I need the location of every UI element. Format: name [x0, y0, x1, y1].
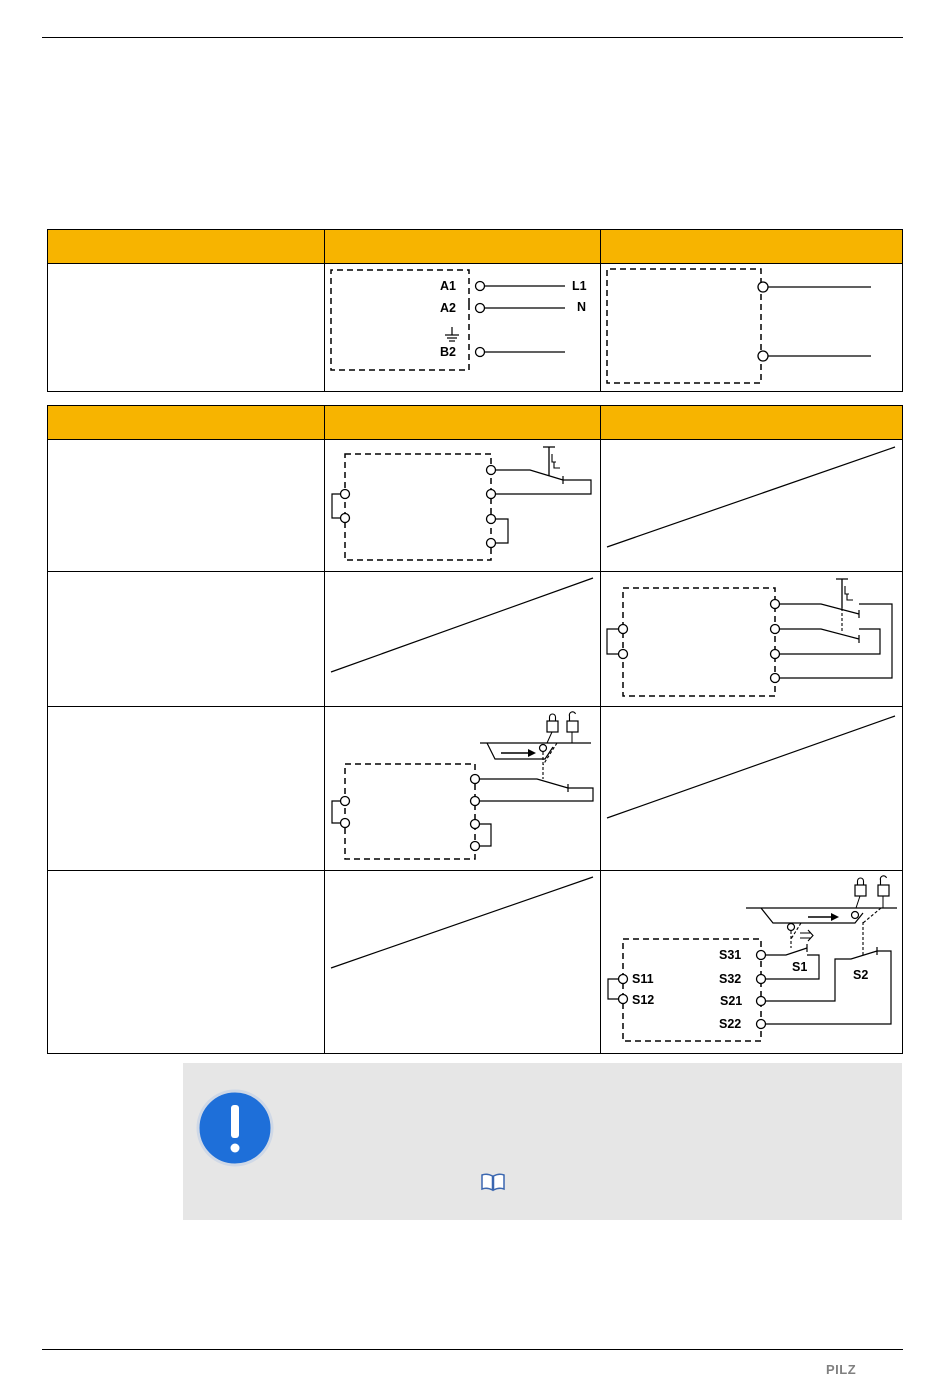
terminal-s22-label: S22	[719, 1017, 742, 1031]
terminal-s11-label: S11	[632, 972, 654, 986]
terminal-a2-label: A2	[440, 301, 456, 315]
ac-supply-diagram-cell	[325, 264, 601, 392]
table-header-row	[48, 230, 903, 264]
strike-line	[325, 572, 601, 706]
input-circuit-table	[47, 405, 903, 1054]
gate-single-channel-diagram	[325, 707, 601, 870]
header-cell	[601, 230, 903, 264]
supply-voltage-table	[47, 229, 903, 392]
header-cell	[48, 230, 325, 264]
not-applicable-cell	[325, 871, 601, 1054]
terminal-b2-label: B2	[440, 345, 456, 359]
row-label-cell	[48, 572, 325, 707]
terminal-a1-label: A1	[440, 279, 456, 293]
terminal-s31-label: S31	[719, 948, 742, 962]
header-cell	[325, 230, 601, 264]
strike-line	[601, 440, 903, 571]
table-header-row	[48, 406, 903, 440]
header-cell	[325, 406, 601, 440]
table-row	[48, 572, 903, 707]
estop-dual-channel-cell	[601, 572, 903, 707]
gate-dual-channel-cell	[601, 871, 903, 1054]
row-label-cell	[48, 440, 325, 572]
table-row	[48, 707, 903, 871]
header-cell	[48, 406, 325, 440]
row-label-cell	[48, 264, 325, 392]
terminal-s12-label: S12	[632, 993, 655, 1007]
strike-line	[325, 871, 601, 1053]
row-label-cell	[48, 871, 325, 1054]
line-l1-label: L1	[572, 279, 587, 293]
dc-supply-wiring-diagram	[601, 264, 903, 391]
header-cell	[601, 406, 903, 440]
ac-supply-wiring-diagram	[325, 264, 601, 391]
estop-single-channel-diagram	[325, 440, 601, 571]
table-row	[48, 440, 903, 572]
not-applicable-cell	[325, 572, 601, 707]
estop-single-channel-cell	[325, 440, 601, 572]
emergency-stop-icon	[836, 579, 853, 608]
dc-supply-diagram-cell	[601, 264, 903, 392]
not-applicable-cell	[601, 707, 903, 871]
safety-gate-icon	[480, 712, 591, 779]
table-row	[48, 871, 903, 1054]
pilz-logo: PILZ	[826, 1362, 857, 1377]
not-applicable-cell	[601, 440, 903, 572]
gate-dual-channel-diagram	[601, 871, 903, 1053]
switch-s1-label: S1	[792, 960, 808, 974]
table-row	[48, 264, 903, 392]
gate-single-channel-cell	[325, 707, 601, 871]
header-rule	[42, 37, 903, 38]
switch-s2-label: S2	[853, 968, 869, 982]
exclamation-icon	[196, 1089, 274, 1167]
book-icon[interactable]	[480, 1172, 506, 1192]
safety-gate-icon	[746, 876, 897, 956]
emergency-stop-icon	[543, 447, 560, 476]
estop-dual-channel-diagram	[601, 572, 903, 706]
notice-box	[183, 1063, 902, 1220]
strike-line	[601, 707, 903, 870]
terminal-s21-label: S21	[720, 994, 743, 1008]
neutral-n-label: N	[577, 300, 587, 314]
terminal-s32-label: S32	[719, 972, 742, 986]
footer-rule	[42, 1349, 903, 1350]
row-label-cell	[48, 707, 325, 871]
ground-icon	[445, 327, 459, 341]
